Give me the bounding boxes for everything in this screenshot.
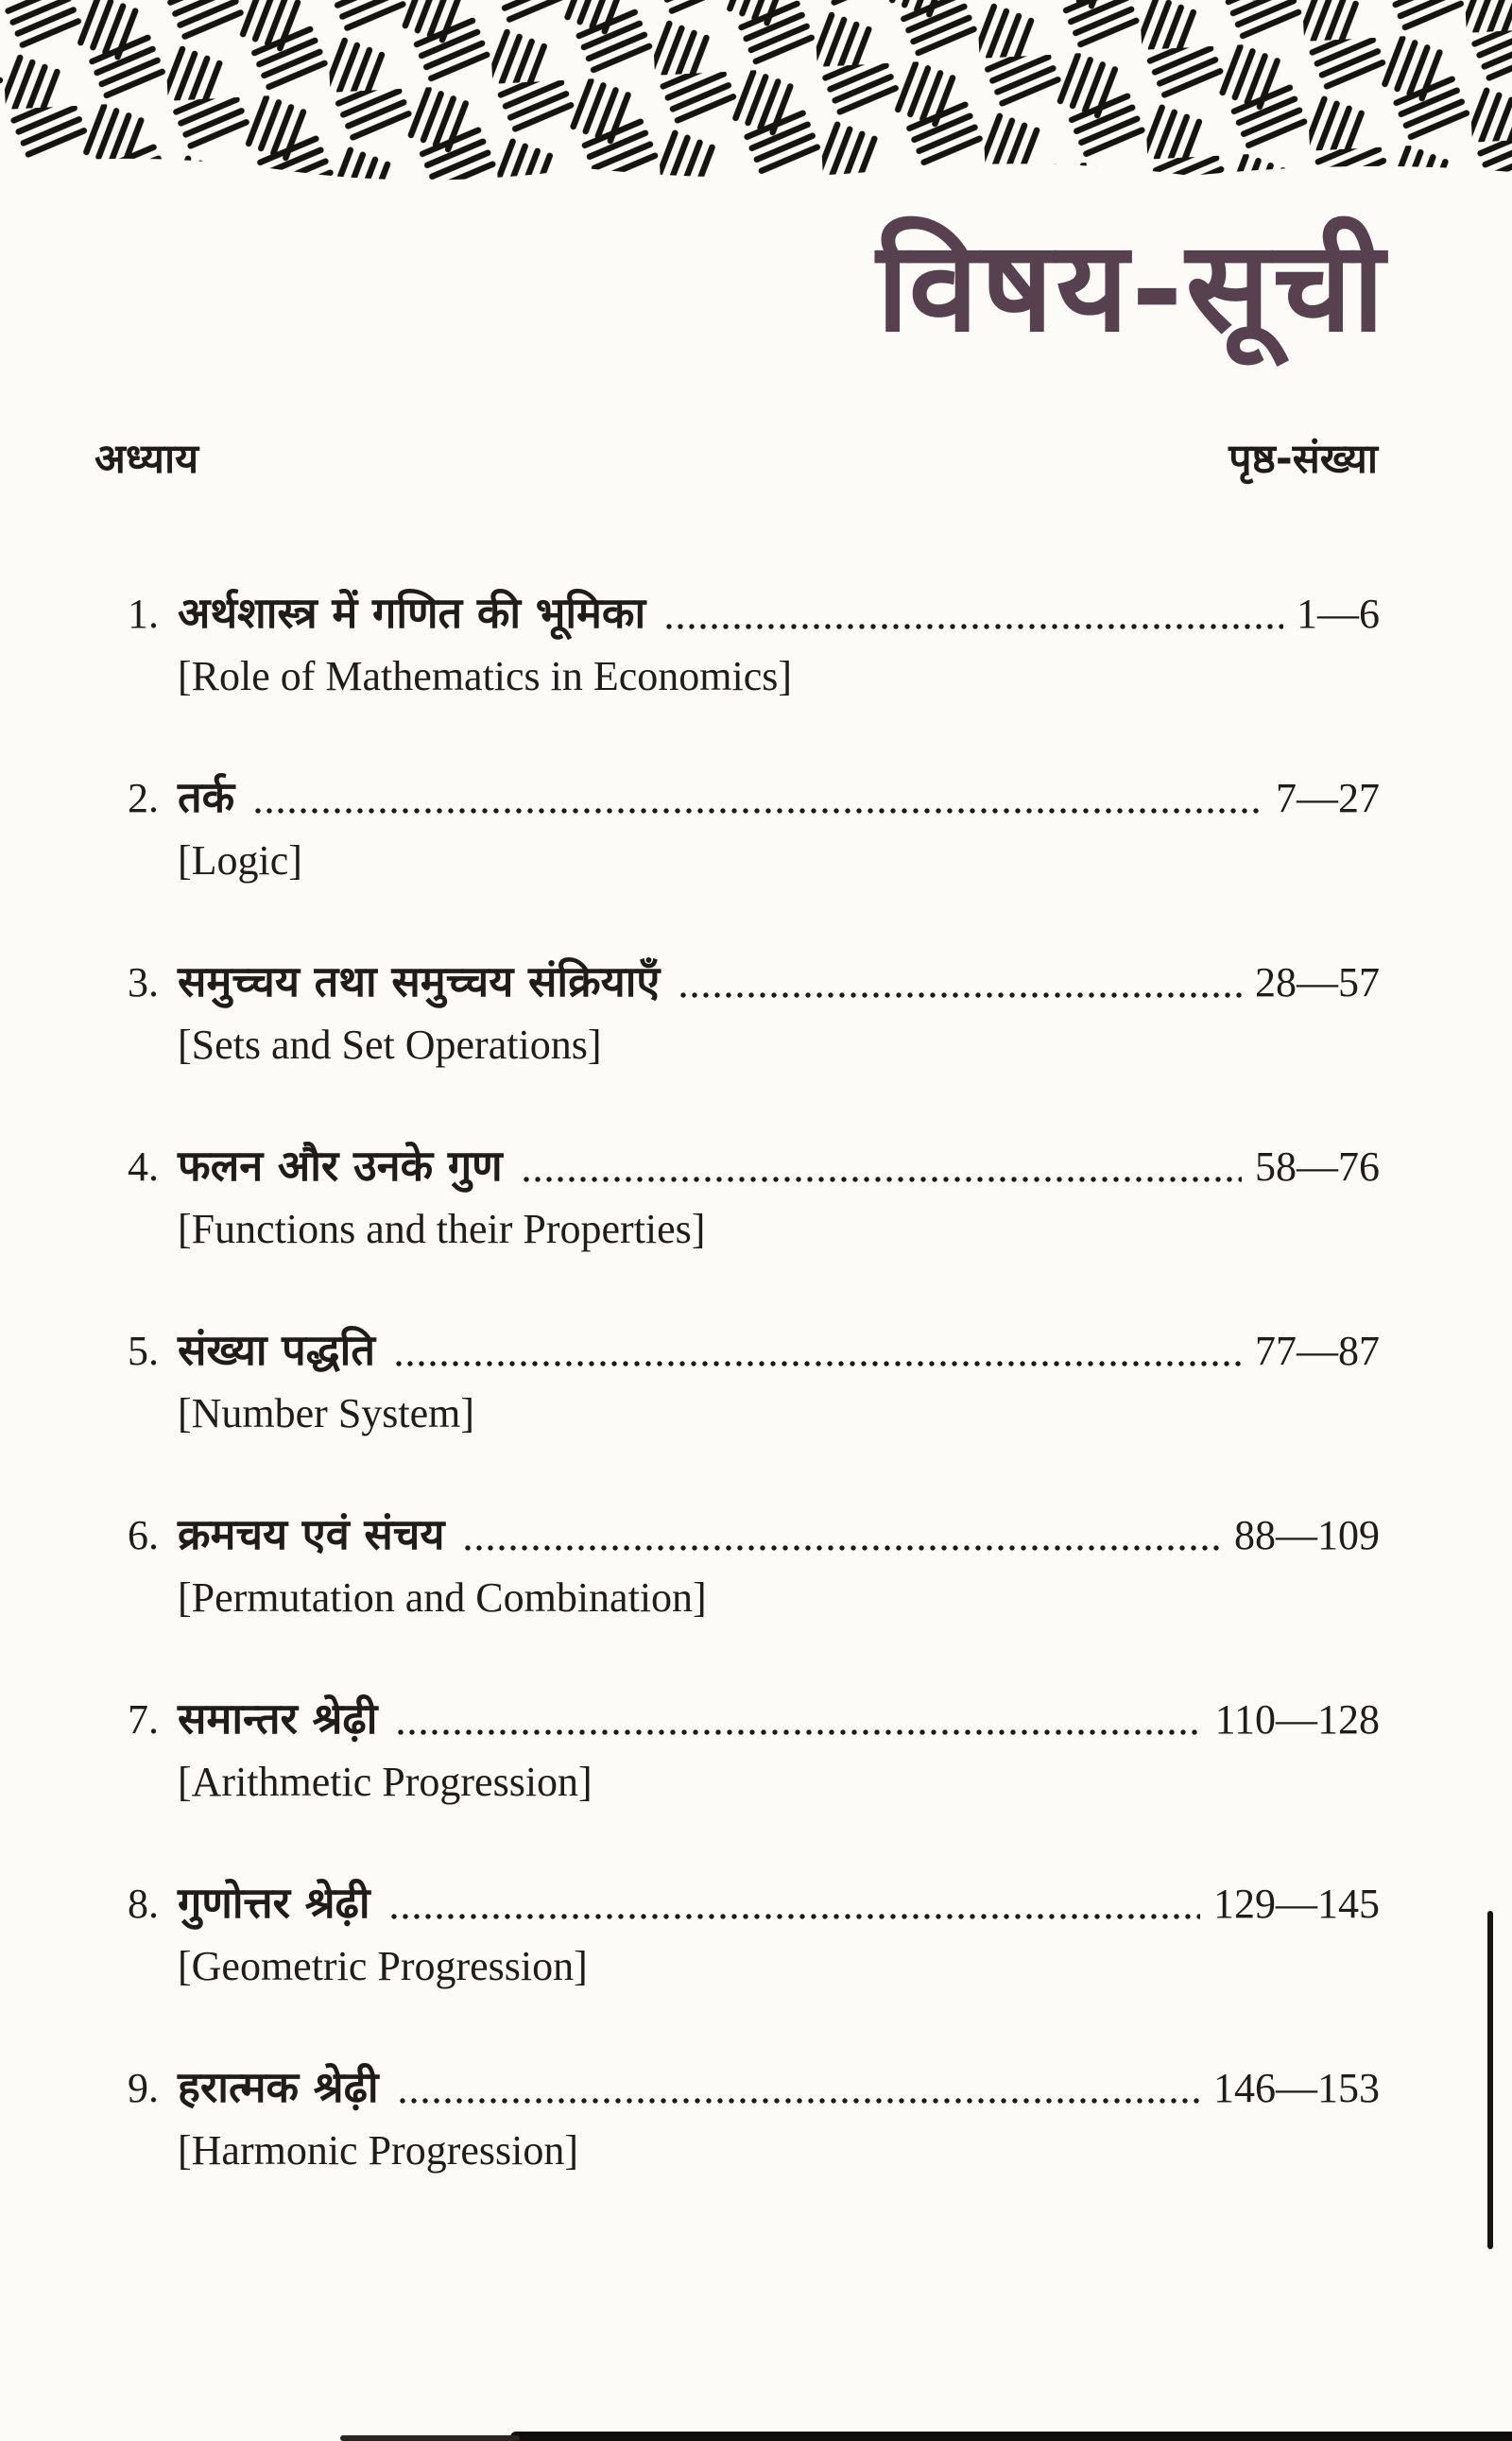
dot-leader [253,806,1263,816]
toc-entry-main [106,1873,1380,1931]
entry-title-english: [Functions and their Properties] [178,1205,706,1252]
dot-leader [522,1175,1242,1184]
toc-entry-main [106,1689,1380,1746]
entry-page-range: 77—87 [1255,1327,1380,1374]
entry-title-english: [Harmonic Progression] [178,2126,579,2174]
entry-title-hindi: हरात्मक श्रेढ़ी [178,2061,379,2112]
entry-number: 4. [128,1143,159,1190]
toc-entry [106,767,1380,885]
toc-column-headers [94,429,1378,485]
toc-entry-main [106,952,1380,1009]
toc-entry [106,1320,1380,1437]
dot-leader [389,1912,1200,1921]
entry-page-range: 146—153 [1213,2064,1380,2111]
entry-title-hindi: क्रमचय एवं संचय [178,1508,445,1559]
entry-number: 9. [128,2064,159,2111]
entry-title-hindi: समुच्चय तथा समुच्चय संक्रियाएँ [178,955,661,1006]
chapter-column-label: अध्याय [94,435,199,483]
dot-leader [664,622,1283,631]
entry-page-range: 28—57 [1255,958,1380,1006]
decorative-weave-band [0,0,1512,202]
entry-title-hindi: गुणोत्तर श्रेढ़ी [178,1877,370,1928]
toc-entry [106,1504,1380,1622]
entry-number: 3. [128,958,159,1006]
entry-page-range: 110—128 [1214,1695,1380,1743]
toc-entry-main [106,1136,1380,1194]
entry-number: 7. [128,1695,159,1743]
dot-leader [394,1359,1242,1368]
entry-page-range: 129—145 [1213,1880,1380,1927]
toc-entry [106,583,1380,700]
page-title: विषय-सूची [876,214,1387,360]
entry-title-english: [Sets and Set Operations] [178,1021,602,1068]
entry-title-english: [Logic] [178,836,302,884]
entry-title-hindi: संख्या पद्धति [178,1324,375,1375]
scan-edge-artifact-right [1487,1911,1493,2249]
page-number-column-label: पृष्ठ-संख्या [1228,435,1378,483]
entry-title-english: [Role of Mathematics in Economics] [178,652,793,699]
entry-title-hindi: फलन और उनके गुण [178,1140,503,1191]
entry-page-range: 7—27 [1276,774,1380,821]
entry-page-range: 58—76 [1255,1143,1380,1190]
entry-title-english: [Geometric Progression] [178,1942,588,1989]
dot-leader [398,2096,1200,2106]
toc-entry [106,952,1380,1069]
entry-number: 1. [128,590,159,637]
entry-page-range: 88—109 [1234,1511,1380,1558]
entry-title-hindi: समान्तर श्रेढ़ी [178,1693,378,1744]
entry-number: 8. [128,1880,159,1927]
toc-entry-main [106,1320,1380,1378]
entry-title-hindi: अर्थशास्त्र में गणित की भूमिका [178,587,646,638]
toc-entries [106,583,1380,2175]
scan-edge-artifact-bottom-fade [340,2435,520,2441]
dot-leader [679,990,1242,1000]
entry-title-hindi: तर्क [178,771,235,822]
entry-number: 2. [128,774,159,821]
entry-number: 6. [128,1511,159,1558]
dot-leader [396,1728,1201,1737]
dot-leader [463,1543,1221,1553]
toc-entry [106,1873,1380,1990]
entry-title-english: [Arithmetic Progression] [178,1758,593,1805]
toc-entry [106,2057,1380,2175]
toc-entry [106,1136,1380,1253]
entry-title-english: [Permutation and Combination] [178,1573,707,1621]
toc-entry-main [106,583,1380,641]
entry-title-english: [Number System] [178,1389,475,1436]
entry-number: 5. [128,1327,159,1374]
toc-entry-main [106,1504,1380,1562]
toc-entry-main [106,767,1380,825]
entry-page-range: 1—6 [1297,590,1380,637]
toc-entry [106,1689,1380,1806]
toc-entry-main [106,2057,1380,2115]
scan-edge-artifact-bottom [510,2432,1512,2441]
